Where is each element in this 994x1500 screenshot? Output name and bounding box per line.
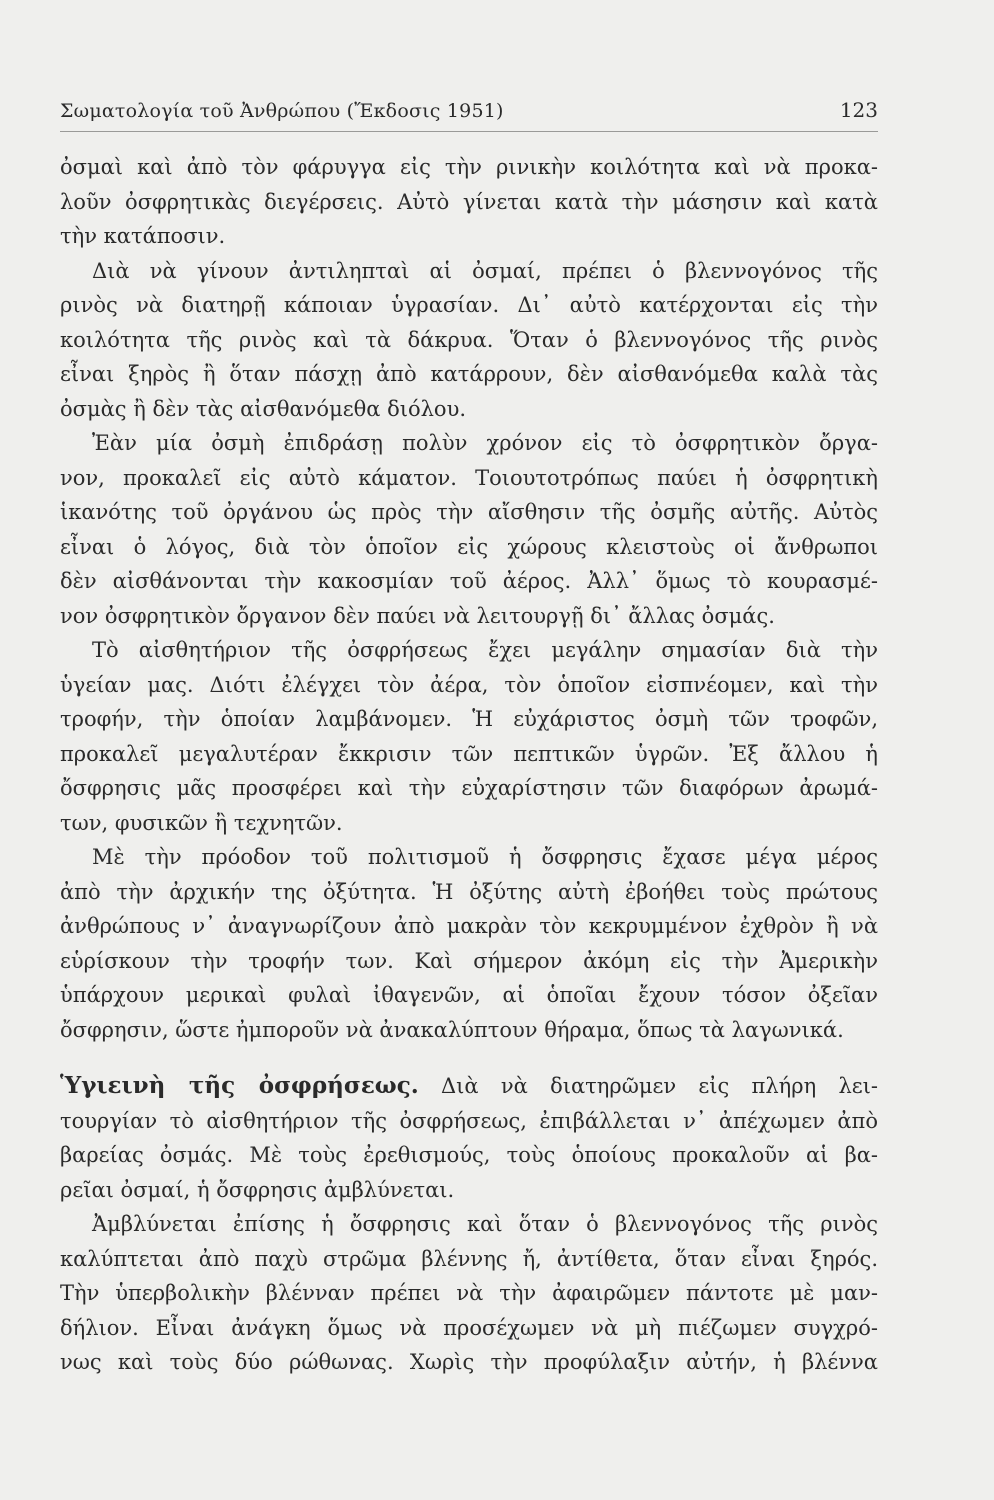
text-line: Τὸ αἰσθητήριον τῆς ὀσφρήσεως ἔχει μεγάλην σημασίαν διὰ τὴν — [92, 638, 878, 662]
text-line: τροφήν, τὴν ὁποίαν λαμβάνομεν. Ἡ εὐχάριστος ὀσμὴ τῶν τροφῶν, — [60, 707, 878, 731]
text-line: εἶναι ὁ λόγος, διὰ τὸν ὁποῖον εἰς χώρους κλειστοὺς οἱ ἄνθρωποι — [60, 534, 878, 559]
running-title: Σωματολογία τοῦ Ἀνθρώπου (Ἔκδοσις 1951) — [60, 100, 504, 122]
text-line: Ἐὰν μία ὀσμὴ ἐπιδράσῃ πολὺν χρόνον εἰς τὸ ὀσφρητικὸν ὄργα- — [92, 431, 878, 455]
text-line: νως καὶ τοὺς δύο ρώθωνας. Χωρὶς τὴν προφύλαξιν αὐτήν, ἡ βλέννα — [60, 1350, 878, 1374]
paragraph — [60, 426, 878, 633]
text-line: ἀπὸ τὴν ἀρχικήν της ὀξύτητα. Ἡ ὀξύτης αὐτὴ ἐβοήθει τοὺς πρώτους — [60, 879, 878, 904]
paragraph — [60, 150, 878, 254]
text-line: των, φυσικῶν ἢ τεχνητῶν. — [60, 810, 343, 835]
text-line: ρεῖαι ὀσμαί, ἡ ὄσφρησις ἀμβλύνεται. — [60, 1177, 455, 1202]
text-line: ρινὸς νὰ διατηρῇ κάποιαν ὑγρασίαν. Δι᾽ αὐτὸ κατέρχονται εἰς τὴν — [60, 293, 878, 317]
text-line: Διὰ νὰ γίνουν ἀντιληπταὶ αἱ ὀσμαί, πρέπει ὁ βλεννογόνος τῆς — [92, 258, 878, 283]
text-line: ὑγείαν μας. Διότι ἐλέγχει τὸν ἀέρα, τὸν ὁποῖον εἰσπνέομεν, καὶ τὴν — [60, 672, 878, 697]
text-line: δὲν αἰσθάνονται τὴν κακοσμίαν τοῦ ἀέρος. Ἀλλ᾽ ὅμως τὸ κουρασμέ- — [60, 569, 878, 593]
text-line: προκαλεῖ μεγαλυτέραν ἔκκρισιν τῶν πεπτικῶν ὑγρῶν. Ἐξ ἄλλου ἡ — [60, 741, 878, 766]
text-line: ὀσμαὶ καὶ ἀπὸ τὸν φάρυγγα εἰς τὴν ρινικὴν κοιλότητα καὶ νὰ προκα- — [60, 155, 878, 179]
text-line: καλύπτεται ἀπὸ παχὺ στρῶμα βλέννης ἤ, ἀντίθετα, ὅταν εἶναι ξηρός. — [60, 1246, 878, 1271]
text-line: τουργίαν τὸ αἰσθητήριον τῆς ὀσφρήσεως, ἐπιβάλλεται ν᾽ ἀπέχωμεν ἀπὸ — [60, 1108, 878, 1133]
paragraph — [60, 633, 878, 840]
paragraph — [60, 254, 878, 427]
paragraph — [60, 1069, 878, 1207]
body-text — [60, 150, 878, 1380]
text-line: ὄσφρησις μᾶς προσφέρει καὶ τὴν εὐχαρίστησιν τῶν διαφόρων ἀρωμά- — [60, 776, 878, 800]
text-line: νον ὀσφρητικὸν ὄργανον δὲν παύει νὰ λειτουργῇ δι᾽ ἄλλας ὀσμάς. — [60, 603, 775, 628]
text-line — [60, 1069, 878, 1104]
text-run: Διὰ νὰ διατηρῶμεν εἰς πλήρη λει- — [441, 1074, 878, 1098]
page-header — [60, 98, 878, 132]
text-line: ὀσμὰς ἢ δὲν τὰς αἰσθανόμεθα διόλου. — [60, 396, 467, 421]
text-line: λοῦν ὀσφρητικὰς διεγέρσεις. Αὐτὸ γίνεται κατὰ τὴν μάσησιν καὶ κατὰ — [60, 189, 878, 214]
paragraph — [60, 840, 878, 1047]
text-line: ἀνθρώπους ν᾽ ἀναγνωρίζουν ἀπὸ μακρὰν τὸν κεκρυμμένον ἐχθρὸν ἢ νὰ — [60, 914, 878, 938]
text-line: εἶναι ξηρὸς ἢ ὅταν πάσχῃ ἀπὸ κατάρρουν, δὲν αἰσθανόμεθα καλὰ τὰς — [60, 362, 878, 386]
page-number: 123 — [839, 98, 878, 122]
text-line: νον, προκαλεῖ εἰς αὐτὸ κάματον. Τοιουτοτρόπως παύει ἡ ὀσφρητικὴ — [60, 465, 878, 490]
paragraph — [60, 1207, 878, 1380]
text-line: ὑπάρχουν μερικαὶ φυλαὶ ἰθαγενῶν, αἱ ὁποῖαι ἔχουν τόσον ὀξεῖαν — [60, 983, 878, 1007]
text-line: ἱκανότης τοῦ ὀργάνου ὡς πρὸς τὴν αἴσθησιν τῆς ὀσμῆς αὐτῆς. Αὐτὸς — [60, 500, 878, 524]
text-line: δήλιον. Εἶναι ἀνάγκη ὅμως νὰ προσέχωμεν νὰ μὴ πιέζωμεν συγχρό- — [60, 1315, 878, 1340]
text-line: κοιλότητα τῆς ρινὸς καὶ τὰ δάκρυα. Ὅταν ὁ βλεννογόνος τῆς ρινὸς — [60, 327, 878, 352]
text-line: εὑρίσκουν τὴν τροφήν των. Καὶ σήμερον ἀκόμη εἰς τὴν Ἀμερικὴν — [60, 948, 878, 973]
text-line: βαρείας ὀσμάς. Μὲ τοὺς ἐρεθισμούς, τοὺς ὁποίους προκαλοῦν αἱ βα- — [60, 1143, 878, 1167]
section-heading: Ὑγιεινὴ τῆς ὀσφρήσεως. — [60, 1072, 419, 1099]
text-line: Ἀμβλύνεται ἐπίσης ἡ ὄσφρησις καὶ ὅταν ὁ βλεννογόνος τῆς ρινὸς — [92, 1212, 878, 1236]
section-gap — [60, 1047, 878, 1069]
text-line: Μὲ τὴν πρόοδον τοῦ πολιτισμοῦ ἡ ὄσφρησις ἔχασε μέγα μέρος — [92, 845, 878, 869]
text-line: ὄσφρησιν, ὥστε ἠμποροῦν νὰ ἀνακαλύπτουν θήραμα, ὅπως τὰ λαγωνικά. — [60, 1017, 844, 1042]
text-line: τὴν κατάποσιν. — [60, 224, 226, 248]
header-rule — [60, 131, 878, 132]
text-line: Τὴν ὑπερβολικὴν βλένναν πρέπει νὰ τὴν ἀφαιρῶμεν πάντοτε μὲ μαν- — [60, 1281, 878, 1305]
